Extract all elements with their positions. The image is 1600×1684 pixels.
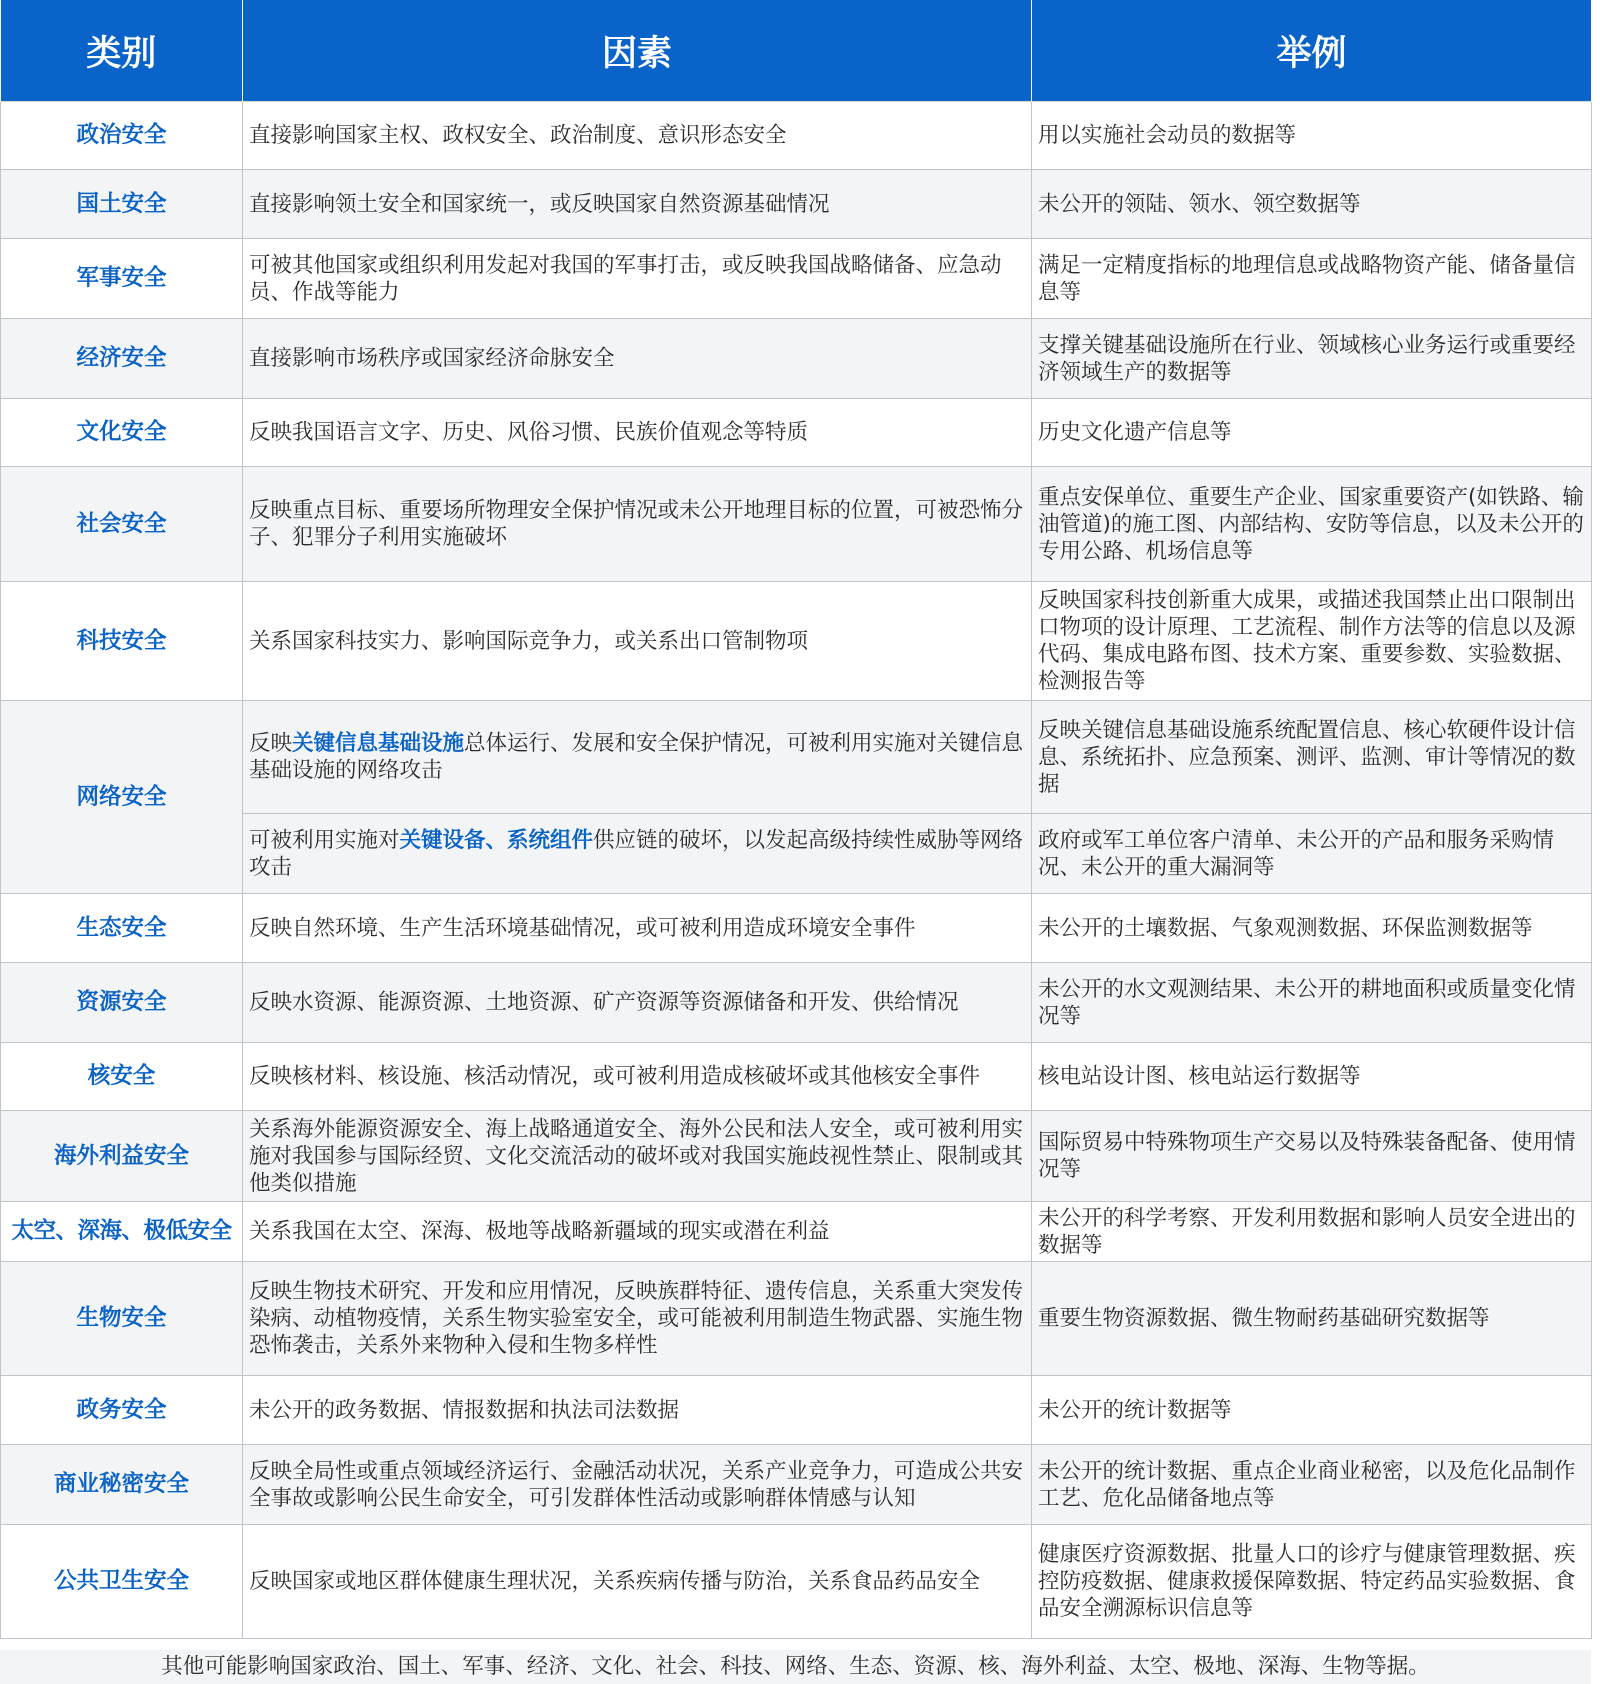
category-cell: 商业秘密安全	[1, 1445, 243, 1525]
factor-highlight: 关键信息基础设施	[292, 731, 465, 756]
factor-cell: 关系国家科技实力、影响国际竞争力，或关系出口管制物项	[243, 582, 1032, 701]
factor-text: 供应链的破坏，以发起高级持续性威胁等网络攻击	[249, 827, 1024, 880]
example-cell: 核电站设计图、核电站运行数据等	[1032, 1043, 1592, 1111]
category-cell: 科技安全	[1, 582, 243, 701]
factor-text: 反映	[249, 731, 293, 756]
category-cell: 军事安全	[1, 239, 243, 319]
category-cell: 文化安全	[1, 399, 243, 467]
factor-cell: 反映重点目标、重要场所物理安全保护情况或未公开地理目标的位置，可被恐怖分子、犯罪分子利用实施破坏	[243, 467, 1032, 582]
factor-cell: 直接影响市场秩序或国家经济命脉安全	[243, 319, 1032, 399]
table-row	[1, 582, 1592, 701]
header-category: 类别	[1, 0, 243, 102]
factor-cell	[243, 701, 1032, 814]
table-row	[1, 1525, 1592, 1639]
factor-cell: 反映水资源、能源资源、土地资源、矿产资源等资源储备和开发、供给情况	[243, 963, 1032, 1043]
category-cell: 政治安全	[1, 102, 243, 170]
example-cell: 历史文化遗产信息等	[1032, 399, 1592, 467]
table-row	[1, 1111, 1592, 1202]
example-cell: 重要生物资源数据、微生物耐药基础研究数据等	[1032, 1262, 1592, 1376]
example-cell: 未公开的领陆、领水、领空数据等	[1032, 170, 1592, 239]
example-cell: 健康医疗资源数据、批量人口的诊疗与健康管理数据、疾控防疫数据、健康救援保障数据、特定药品实验数据、食品安全溯源标识信息等	[1032, 1525, 1592, 1639]
category-cell: 公共卫生安全	[1, 1525, 243, 1639]
example-cell: 用以实施社会动员的数据等	[1032, 102, 1592, 170]
factor-cell: 反映我国语言文字、历史、风俗习惯、民族价值观念等特质	[243, 399, 1032, 467]
factor-cell: 反映自然环境、生产生活环境基础情况，或可被利用造成环境安全事件	[243, 894, 1032, 963]
factor-highlight: 关键设备、系统组件	[399, 827, 594, 853]
example-cell: 未公开的水文观测结果、未公开的耕地面积或质量变化情况等	[1032, 963, 1592, 1043]
factor-cell: 可被其他国家或组织利用发起对我国的军事打击，或反映我国战略储备、应急动员、作战等能力	[243, 239, 1032, 319]
factor-cell: 反映核材料、核设施、核活动情况，或可被利用造成核破坏或其他核安全事件	[243, 1043, 1032, 1111]
example-cell: 重点安保单位、重要生产企业、国家重要资产(如铁路、输油管道)的施工图、内部结构、安防等信息，以及未公开的专用公路、机场信息等	[1032, 467, 1592, 582]
category-cell: 资源安全	[1, 963, 243, 1043]
factor-cell: 直接影响国家主权、政权安全、政治制度、意识形态安全	[243, 102, 1032, 170]
factor-cell: 直接影响领土安全和国家统一，或反映国家自然资源基础情况	[243, 170, 1032, 239]
table-row	[1, 1262, 1592, 1376]
factor-cell: 反映全局性或重点领域经济运行、金融活动状况，关系产业竞争力，可造成公共安全事故或影响公民生命安全，可引发群体性活动或影响群体情感与认知	[243, 1445, 1032, 1525]
example-cell: 反映国家科技创新重大成果，或描述我国禁止出口限制出口物项的设计原理、工艺流程、制作方法等的信息以及源代码、集成电路布图、技术方案、重要参数、实验数据、检测报告等	[1032, 582, 1592, 701]
example-cell: 未公开的统计数据、重点企业商业秘密，以及危化品制作工艺、危化品储备地点等	[1032, 1445, 1592, 1525]
factor-cell: 反映国家或地区群体健康生理状况，关系疾病传播与防治，关系食品药品安全	[243, 1525, 1032, 1639]
category-cell: 政务安全	[1, 1376, 243, 1445]
header-factor: 因素	[243, 0, 1032, 102]
example-cell: 反映关键信息基础设施系统配置信息、核心软硬件设计信息、系统拓扑、应急预案、测评、监测、审计等情况的数据	[1032, 701, 1592, 814]
category-cell: 太空、深海、极低安全	[1, 1202, 243, 1262]
factor-text: 可被利用实施对	[249, 827, 400, 853]
table-row	[1, 1202, 1592, 1262]
header-example: 举例	[1032, 0, 1592, 102]
table-row	[1, 963, 1592, 1043]
table-row	[1, 239, 1592, 319]
category-cell: 核安全	[1, 1043, 243, 1111]
example-cell: 支撑关键基础设施所在行业、领域核心业务运行或重要经济领域生产的数据等	[1032, 319, 1592, 399]
footnote: 其他可能影响国家政治、国土、军事、经济、文化、社会、科技、网络、生态、资源、核、海外利益、太空、极地、深海、生物等据。	[0, 1650, 1591, 1684]
table-row	[1, 319, 1592, 399]
table-row	[1, 1043, 1592, 1111]
category-cell: 经济安全	[1, 319, 243, 399]
table-row	[1, 102, 1592, 170]
factor-text: 总体运行、发展和安全保护情况，可被利用实施对关键信息基础设施的网络攻击	[249, 731, 1024, 783]
table-row	[1, 701, 1592, 814]
factor-cell: 关系我国在太空、深海、极地等战略新疆域的现实或潜在利益	[243, 1202, 1032, 1262]
table-row	[1, 1445, 1592, 1525]
category-cell: 网络安全	[1, 701, 243, 894]
table-row	[1, 170, 1592, 239]
category-cell: 生物安全	[1, 1262, 243, 1376]
category-cell: 海外利益安全	[1, 1111, 243, 1202]
factor-cell: 关系海外能源资源安全、海上战略通道安全、海外公民和法人安全，或可被利用实施对我国参与国际经贸、文化交流活动的破坏或对我国实施歧视性禁止、限制或其他类似措施	[243, 1111, 1032, 1202]
factor-cell: 未公开的政务数据、情报数据和执法司法数据	[243, 1376, 1032, 1445]
table-row	[1, 1376, 1592, 1445]
example-cell: 国际贸易中特殊物项生产交易以及特殊装备配备、使用情况等	[1032, 1111, 1592, 1202]
factor-cell: 反映生物技术研究、开发和应用情况，反映族群特征、遗传信息，关系重大突发传染病、动植物疫情，关系生物实验室安全，或可能被利用制造生物武器、实施生物恐怖袭击，关系外来物种入侵和生物多样性	[243, 1262, 1032, 1376]
category-cell: 国土安全	[1, 170, 243, 239]
category-cell: 社会安全	[1, 467, 243, 582]
factor-cell	[243, 814, 1032, 894]
example-cell: 满足一定精度指标的地理信息或战略物资产能、储备量信息等	[1032, 239, 1592, 319]
table-header-row	[1, 0, 1592, 102]
example-cell: 未公开的科学考察、开发利用数据和影响人员安全进出的数据等	[1032, 1202, 1592, 1262]
example-cell: 政府或军工单位客户清单、未公开的产品和服务采购情况、未公开的重大漏洞等	[1032, 814, 1592, 894]
example-cell: 未公开的统计数据等	[1032, 1376, 1592, 1445]
table-row	[1, 894, 1592, 963]
example-cell: 未公开的土壤数据、气象观测数据、环保监测数据等	[1032, 894, 1592, 963]
category-cell: 生态安全	[1, 894, 243, 963]
table-row	[1, 467, 1592, 582]
table-row	[1, 399, 1592, 467]
